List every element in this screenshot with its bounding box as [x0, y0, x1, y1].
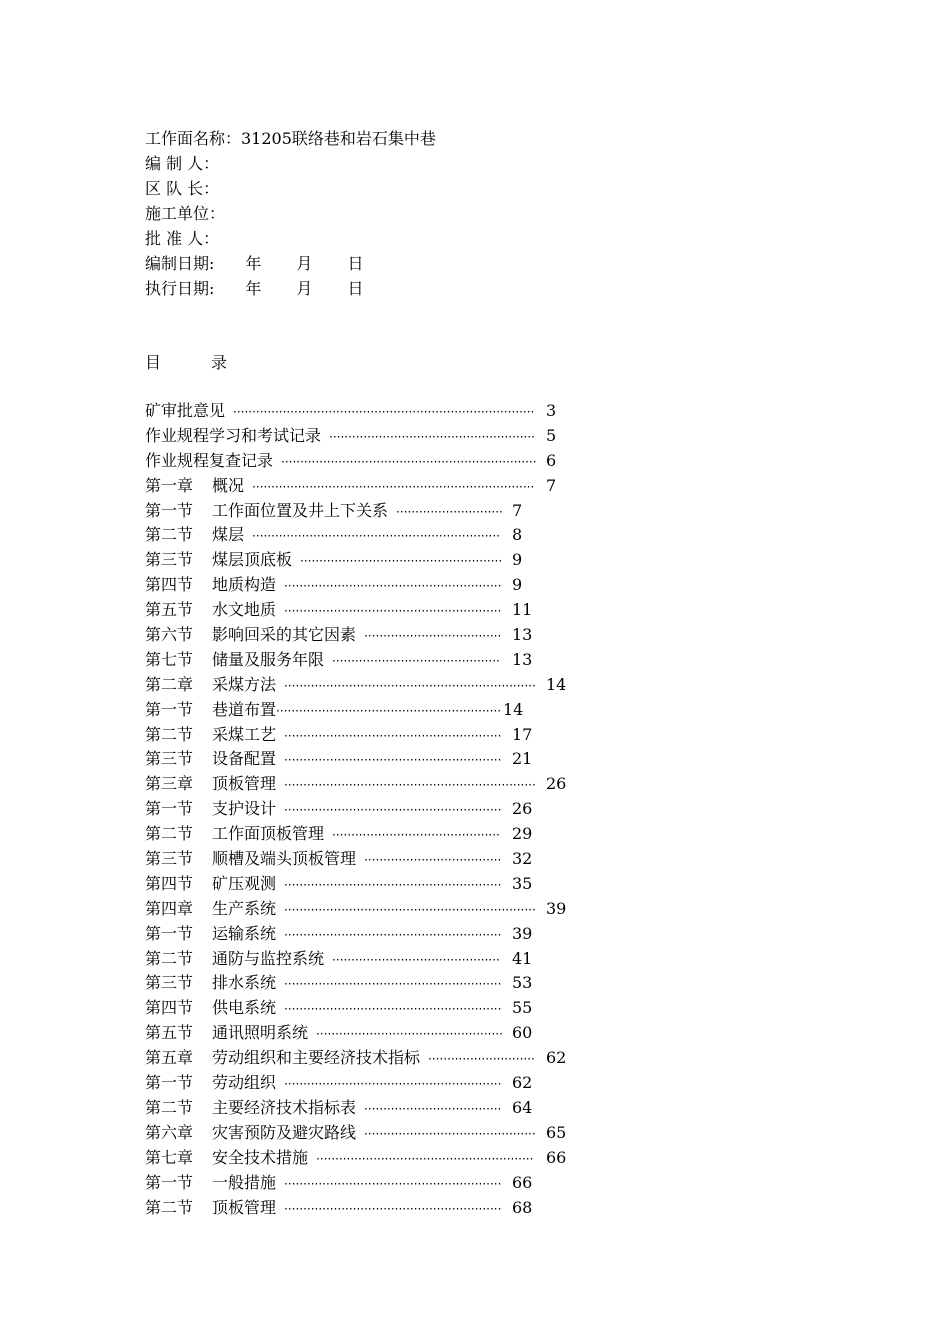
toc-entry-number: 第六节: [145, 625, 194, 645]
toc-leader-dots: ··································································: [284, 678, 536, 693]
execute-date-month: 月: [296, 279, 313, 298]
toc-entry-title: 顶板管理: [212, 774, 277, 794]
toc-entry[interactable]: [145, 746, 566, 771]
toc-entry-label: [145, 1195, 276, 1220]
toc-entry-title: 灾害预防及避灾路线: [212, 1122, 357, 1142]
toc-entry-number: 第五章: [145, 1048, 194, 1068]
toc-entry-page: 26: [546, 774, 567, 794]
toc-leader-dots: ············································: [332, 828, 500, 843]
toc-entry[interactable]: [145, 995, 566, 1020]
toc-entry-title: 矿压观测: [212, 873, 277, 893]
toc-entry-number: 第四节: [145, 873, 194, 893]
compile-date-day: 日: [347, 254, 364, 273]
toc-entry[interactable]: [145, 448, 566, 473]
toc-entry[interactable]: [145, 522, 566, 547]
construction-unit-field: 施工单位：: [145, 204, 226, 223]
toc-entry-title: 支护设计: [212, 799, 277, 819]
toc-entry-title: 地质构造: [212, 575, 277, 595]
toc-entry-page: 9: [512, 550, 523, 570]
toc-leader-dots: ·································································: [252, 529, 500, 544]
compile-date-month: 月: [296, 254, 313, 273]
toc-entry-title: 顺槽及端头顶板管理: [212, 849, 357, 869]
toc-leader-dots: ·············································: [364, 1126, 536, 1141]
toc-entry-number: 第三章: [145, 774, 194, 794]
toc-entry[interactable]: [145, 970, 566, 995]
toc-entry-label: [145, 1020, 308, 1045]
toc-entry-label: [145, 597, 276, 622]
compile-date-field: [145, 251, 436, 276]
toc-entry[interactable]: [145, 498, 566, 523]
toc-entry-title: 影响回采的其它因素: [212, 625, 357, 645]
toc-entry-title: 生产系统: [212, 898, 277, 918]
toc-entry-label: [145, 771, 276, 796]
toc-leader-dots: ·························································: [284, 604, 502, 619]
execute-date-year: 年: [245, 279, 262, 298]
toc-entry-label: [145, 1095, 356, 1120]
toc-leader-dots: ·························································: [284, 1002, 502, 1017]
workface-name: 工作面名称：31205联络巷和岩石集中巷: [145, 129, 436, 148]
toc-leader-dots: ·················································: [316, 1027, 503, 1042]
toc-entry-title: 通防与监控系统: [212, 948, 325, 968]
toc-entry-page: 39: [512, 923, 533, 943]
toc-entry[interactable]: [145, 821, 566, 846]
execute-date-field: [145, 276, 436, 301]
toc-entry[interactable]: [145, 1070, 566, 1095]
toc-entry-title: 概况: [212, 475, 245, 495]
toc-entry-label: [145, 1045, 420, 1070]
toc-entry-label: [145, 921, 276, 946]
toc-entry-number: 第五节: [145, 1023, 194, 1043]
toc-entry-page: 68: [512, 1197, 533, 1217]
toc-leader-dots: ············································: [332, 653, 500, 668]
toc-entry-number: 第四节: [145, 998, 194, 1018]
toc-entry-title: 顶板管理: [212, 1197, 277, 1217]
toc-entry-label: [145, 746, 276, 771]
toc-entry-label: [145, 697, 276, 722]
toc-entry-page: 62: [512, 1073, 533, 1093]
toc-entry-label: [145, 946, 324, 971]
toc-leader-dots: ·························································: [284, 877, 502, 892]
toc-entry-label: [145, 821, 324, 846]
toc-entry-number: 第三节: [145, 749, 194, 769]
execute-date-day: 日: [347, 279, 364, 298]
toc-entry-title: 主要经济技术指标表: [212, 1097, 357, 1117]
toc-leader-dots: ···············································································: [233, 405, 535, 419]
toc-entry[interactable]: [145, 722, 566, 747]
toc-entry-title: 作业规程学习和考试记录: [145, 425, 322, 445]
toc-entry-number: 第一节: [145, 799, 194, 819]
toc-entry[interactable]: [145, 572, 566, 597]
toc-entry[interactable]: [145, 771, 566, 796]
toc-entry[interactable]: [145, 1045, 566, 1070]
toc-leader-dots: ······················································: [329, 429, 535, 444]
toc-entry-label: [145, 1070, 276, 1095]
toc-leader-dots: ····························: [396, 504, 503, 519]
compile-date-year: 年: [245, 254, 262, 273]
toc-entry-label: [145, 1170, 276, 1195]
toc-entry[interactable]: [145, 846, 566, 871]
toc-entry-title: 劳动组织和主要经济技术指标: [212, 1048, 421, 1068]
toc-entry-number: 第二节: [145, 724, 194, 744]
toc-entry-title: 排水系统: [212, 973, 277, 993]
toc-entry-page: 41: [512, 948, 533, 968]
toc-entry-title: 采煤方法: [212, 674, 277, 694]
toc-entry[interactable]: [145, 547, 566, 572]
toc-entry-page: 26: [512, 799, 533, 819]
toc-entry[interactable]: [145, 921, 566, 946]
author-field: 编 制 人：: [145, 154, 220, 173]
toc-entry-number: 第一节: [145, 500, 194, 520]
toc-entry-number: 第一章: [145, 475, 194, 495]
toc-entry[interactable]: [145, 1120, 566, 1145]
toc-entry-page: 13: [512, 649, 533, 669]
toc-entry-page: 9: [512, 575, 523, 595]
toc-leader-dots: ·························································: [316, 1151, 534, 1166]
toc-leader-dots: ·························································: [284, 1201, 502, 1216]
toc-entry-label: [145, 423, 321, 448]
toc-entry-number: 第六章: [145, 1122, 194, 1142]
toc-entry-page: 14: [546, 674, 567, 694]
toc-leader-dots: ···································································: [281, 454, 537, 469]
toc-leader-dots: ·························································: [284, 803, 502, 818]
toc-leader-dots: ····························: [428, 1052, 535, 1067]
toc-entry-page: 17: [512, 724, 533, 744]
toc-entry-number: 第三节: [145, 973, 194, 993]
toc-entry-title: 劳动组织: [212, 1073, 277, 1093]
toc-entry-page: 55: [512, 998, 533, 1018]
toc-entry-page: 65: [546, 1122, 567, 1142]
toc-entry-label: [145, 672, 276, 697]
toc-entry-label: [145, 522, 244, 547]
toc-leader-dots: ····································: [364, 1101, 502, 1116]
toc-entry-number: 第二节: [145, 1097, 194, 1117]
toc-entry-title: 巷道布置: [212, 699, 277, 719]
toc-entry-label: [145, 448, 273, 473]
toc-entry-page: 29: [512, 824, 533, 844]
toc-leader-dots: ··········································································: [252, 479, 535, 494]
toc-entry-title: 工作面顶板管理: [212, 824, 325, 844]
toc-entry-label: [145, 722, 276, 747]
toc-entry-label: [145, 995, 276, 1020]
toc-entry-label: [145, 846, 356, 871]
toc-entry-number: 第一节: [145, 699, 194, 719]
toc-entry-number: 第五节: [145, 600, 194, 620]
toc-leader-dots: ·························································: [284, 728, 502, 743]
toc-entry[interactable]: [145, 1145, 566, 1170]
toc-entry-page: 13: [512, 625, 533, 645]
toc-entry-label: [145, 572, 276, 597]
cover-info: [145, 126, 436, 301]
toc-entry-page: 3: [546, 401, 557, 420]
toc-leader-dots: ·························································: [284, 579, 502, 594]
toc-leader-dots: ··································································: [284, 778, 536, 793]
approver-field: 批 准 人：: [145, 229, 220, 248]
toc-entry[interactable]: [145, 796, 566, 821]
toc-leader-dots: ·························································: [284, 753, 502, 768]
team-leader-field: 区 队 长：: [145, 179, 220, 198]
toc-entry-title: 煤层顶底板: [212, 550, 293, 570]
toc-entry-number: 第一节: [145, 923, 194, 943]
toc-entry-label: [145, 547, 292, 572]
toc-entry-number: 第二节: [145, 824, 194, 844]
toc-entry-title: 储量及服务年限: [212, 649, 325, 669]
toc-entry-page: 14: [503, 699, 524, 719]
toc-entry-title: 供电系统: [212, 998, 277, 1018]
toc-entry-number: 第一节: [145, 1073, 194, 1093]
toc-entry-number: 第七章: [145, 1147, 194, 1167]
toc-entry-number: 第二节: [145, 948, 194, 968]
toc-entry-label: [145, 896, 276, 921]
toc-entry-title: 采煤工艺: [212, 724, 277, 744]
toc-entry[interactable]: [145, 473, 566, 498]
toc-entry-label: [145, 871, 276, 896]
toc-entry[interactable]: [145, 423, 566, 448]
toc-title: [145, 350, 227, 375]
toc-entry[interactable]: [145, 622, 566, 647]
toc-entry-title: 一般措施: [212, 1172, 277, 1192]
toc-entry-page: 53: [512, 973, 533, 993]
toc-entry[interactable]: [145, 647, 566, 672]
toc-entry-number: 第七节: [145, 649, 194, 669]
toc-entry-label: [145, 622, 356, 647]
toc-entry-number: 第三节: [145, 849, 194, 869]
toc-leader-dots: ··································································: [284, 902, 536, 917]
toc-entry[interactable]: [145, 871, 566, 896]
toc-entry-page: 21: [512, 749, 533, 769]
toc-entry-number: 第一节: [145, 1172, 194, 1192]
toc-entry[interactable]: [145, 398, 566, 423]
toc-entry[interactable]: [145, 1170, 566, 1195]
toc-entry-page: 66: [512, 1172, 533, 1192]
toc-entry-page: 8: [512, 525, 523, 545]
toc-entry[interactable]: [145, 946, 566, 971]
toc-entry-title: 工作面位置及井上下关系: [212, 500, 389, 520]
toc-entry-title: 作业规程复查记录: [145, 450, 274, 470]
toc-entry[interactable]: [145, 672, 566, 697]
toc-entry-page: 7: [512, 500, 523, 520]
toc-entry-label: [145, 1145, 308, 1170]
toc-entry[interactable]: [145, 1020, 566, 1045]
toc-leader-dots: ····································: [364, 853, 502, 868]
toc-entry-page: 32: [512, 849, 533, 869]
execute-date-label: 执行日期:: [145, 279, 215, 298]
toc-entry-page: 60: [512, 1023, 533, 1043]
toc-entry[interactable]: [145, 1195, 566, 1220]
toc-entry-number: 第四章: [145, 898, 194, 918]
toc-entry[interactable]: [145, 1095, 566, 1120]
toc-leader-dots: ············································: [332, 952, 500, 967]
toc-entry-page: 6: [546, 450, 557, 470]
toc-entry-title: 安全技术措施: [212, 1147, 309, 1167]
toc-entry-title: 矿审批意见: [145, 401, 226, 420]
toc-leader-dots: ·························································: [284, 1176, 502, 1191]
table-of-contents: [145, 398, 566, 1219]
toc-entry-title: 煤层: [212, 525, 245, 545]
toc-leader-dots: ·························································: [284, 927, 502, 942]
toc-entry-page: 35: [512, 873, 533, 893]
toc-entry-title: 运输系统: [212, 923, 277, 943]
toc-entry[interactable]: [145, 597, 566, 622]
toc-leader-dots: ···························································: [276, 703, 502, 718]
toc-entry-page: 64: [512, 1097, 533, 1117]
toc-entry-page: 39: [546, 898, 567, 918]
toc-entry-label: [145, 647, 324, 672]
toc-entry-title: 水文地质: [212, 600, 277, 620]
toc-entry-number: 第二章: [145, 674, 194, 694]
toc-leader-dots: ·························································: [284, 977, 502, 992]
toc-entry-title: 设备配置: [212, 749, 277, 769]
compile-date-label: 编制日期:: [145, 254, 215, 273]
toc-entry-label: [145, 1120, 356, 1145]
toc-title-left: 目: [145, 353, 162, 372]
toc-leader-dots: ·························································: [284, 1077, 502, 1092]
toc-entry-label: [145, 473, 244, 498]
toc-entry-page: 5: [546, 425, 557, 445]
toc-entry-number: 第三节: [145, 550, 194, 570]
toc-entry-title: 通讯照明系统: [212, 1023, 309, 1043]
toc-entry-label: [145, 796, 276, 821]
toc-title-right: 录: [211, 353, 228, 372]
toc-leader-dots: ····································: [364, 629, 502, 644]
toc-entry[interactable]: [145, 697, 566, 722]
toc-entry-page: 62: [546, 1048, 567, 1068]
toc-entry[interactable]: [145, 896, 566, 921]
toc-entry-label: [145, 498, 388, 523]
toc-entry-page: 7: [546, 475, 557, 495]
toc-entry-number: 第二节: [145, 1197, 194, 1217]
toc-entry-page: 11: [512, 600, 533, 620]
toc-entry-label: [145, 398, 225, 423]
toc-entry-label: [145, 970, 276, 995]
toc-entry-page: 66: [546, 1147, 567, 1167]
toc-entry-number: 第四节: [145, 575, 194, 595]
toc-leader-dots: ·····················································: [300, 554, 503, 569]
toc-entry-number: 第二节: [145, 525, 194, 545]
